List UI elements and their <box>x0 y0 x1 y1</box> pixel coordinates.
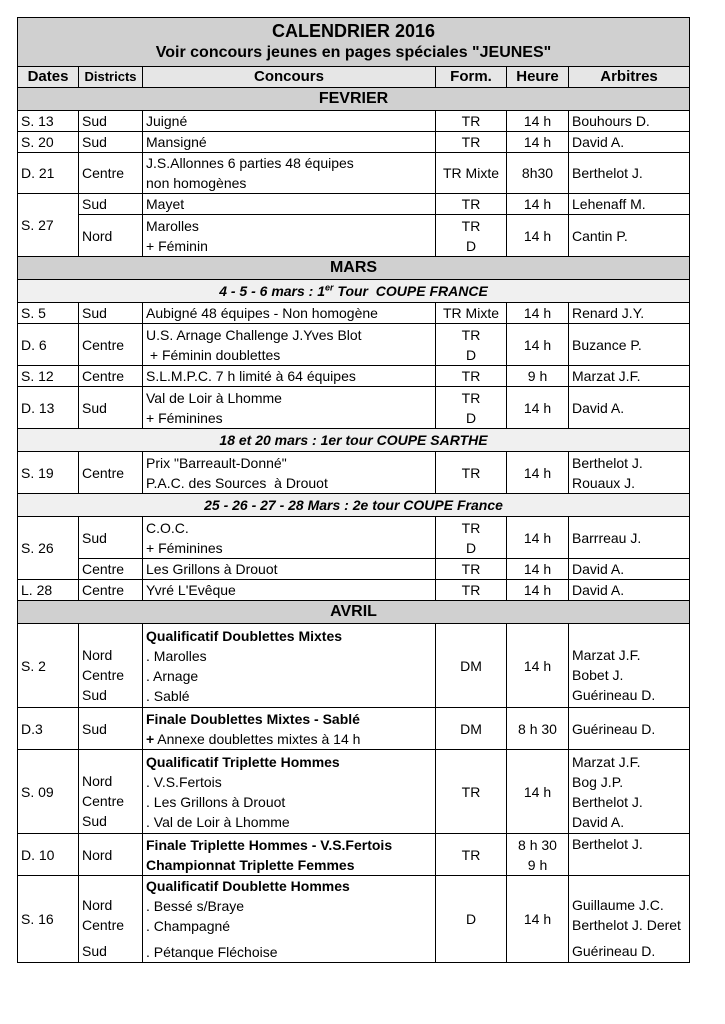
concours-cell <box>143 153 436 194</box>
table-row <box>18 452 690 494</box>
table-row <box>18 215 690 257</box>
date-cell: D. 21 <box>18 153 79 194</box>
district-cell <box>79 750 143 834</box>
district-line: Nord <box>82 897 113 913</box>
heure-cell: 8h30 <box>507 153 569 194</box>
concours-title: Finale Triplette Hommes - V.S.Fertois <box>146 836 393 853</box>
concours-cell <box>143 215 436 257</box>
plus-sign: + <box>146 730 155 747</box>
date-cell: D. 13 <box>18 387 79 429</box>
date-cell: S. 19 <box>18 452 79 494</box>
district-cell: Sud <box>79 303 143 324</box>
table-row <box>18 624 690 708</box>
date-cell: S. 13 <box>18 111 79 132</box>
event-row-coupe-france-1 <box>18 280 690 303</box>
district-cell: Centre <box>79 580 143 601</box>
arbitre-cell: Berthelot J. <box>569 153 690 194</box>
arbitre-line: Bobet J. <box>572 666 624 683</box>
arbitre-cell <box>569 876 690 963</box>
concours-cell <box>143 624 436 708</box>
event-row-coupe-france-2 <box>18 494 690 517</box>
form-cell: TR <box>436 750 507 834</box>
table-row <box>18 559 690 580</box>
month-avril: AVRIL <box>18 601 690 624</box>
concours-line: . Sablé <box>146 687 190 704</box>
heure-cell: 14 h <box>507 324 569 366</box>
form-cell <box>436 387 507 429</box>
event-coupe-france-2: 25 - 26 - 27 - 28 Mars : 2e tour COUPE France <box>18 494 690 517</box>
form-line: D <box>465 237 477 254</box>
table-row <box>18 111 690 132</box>
concours-title: Qualificatif Triplette Hommes <box>146 753 340 770</box>
arbitre-line: Berthelot J. <box>572 454 643 471</box>
heure-cell: 8 h 30 <box>507 708 569 750</box>
heure-line: 9 h <box>527 856 548 873</box>
district-cell: Centre <box>79 452 143 494</box>
header-row <box>18 67 690 88</box>
table-row <box>18 708 690 750</box>
date-cell: S. 16 <box>18 876 79 963</box>
arbitre-line: Guillaume J.C. <box>572 897 664 913</box>
event-sup: er <box>325 282 334 293</box>
table-row <box>18 153 690 194</box>
arbitre-line: Marzat J.F. <box>572 753 641 770</box>
header-form: Form. <box>436 67 507 88</box>
table-row <box>18 132 690 153</box>
form-line: D <box>465 346 477 363</box>
event-text: 4 - 5 - 6 mars : 1 <box>219 283 326 299</box>
month-row-mars <box>18 257 690 280</box>
form-line: D <box>465 539 477 556</box>
form-line: TR <box>461 519 481 536</box>
table-row <box>18 834 690 876</box>
heure-cell: 9 h <box>507 366 569 387</box>
date-cell: S. 12 <box>18 366 79 387</box>
event-coupe-france-1 <box>18 280 690 303</box>
form-cell: TR Mixte <box>436 303 507 324</box>
arbitre-cell: Marzat J.F. <box>569 366 690 387</box>
form-cell: TR <box>436 194 507 215</box>
concours-line: C.O.C. <box>146 519 189 536</box>
concours-line: Marolles <box>146 217 199 234</box>
concours-line: . Val de Loir à Lhomme <box>146 813 290 830</box>
arbitre-cell: David A. <box>569 559 690 580</box>
form-cell: TR <box>436 132 507 153</box>
heure-line: 8 h 30 <box>518 836 557 853</box>
form-cell: TR <box>436 366 507 387</box>
district-cell: Centre <box>79 153 143 194</box>
concours-text: Annexe doublettes mixtes à 14 h <box>154 730 361 747</box>
date-cell: S. 5 <box>18 303 79 324</box>
concours-cell: Yvré L'Evêque <box>143 580 436 601</box>
concours-line <box>146 729 432 749</box>
arbitre-cell: Cantin P. <box>569 215 690 257</box>
arbitre-line: Rouaux J. <box>572 474 636 491</box>
header-districts: Districts <box>79 67 143 88</box>
table-row <box>18 387 690 429</box>
date-cell: S. 27 <box>18 194 79 257</box>
concours-cell <box>143 834 436 876</box>
form-cell: TR <box>436 580 507 601</box>
heure-cell <box>507 834 569 876</box>
concours-title: Championnat Triplette Femmes <box>146 856 355 873</box>
table-row <box>18 876 690 963</box>
district-line: Centre <box>82 666 125 683</box>
calendar-title: CALENDRIER 2016 <box>271 21 436 41</box>
arbitre-line: Guérineau D. <box>572 943 656 959</box>
concours-line: Prix "Barreault-Donné" <box>146 454 287 471</box>
concours-line: non homogènes <box>146 175 247 191</box>
form-line: TR <box>461 389 481 406</box>
table-row <box>18 517 690 559</box>
form-cell <box>436 517 507 559</box>
concours-line: J.S.Allonnes 6 parties 48 équipes <box>146 155 354 171</box>
concours-title: Qualificatif Doublettes Mixtes <box>146 627 343 644</box>
concours-cell <box>143 708 436 750</box>
form-cell: TR Mixte <box>436 153 507 194</box>
arbitre-cell: Renard J.Y. <box>569 303 690 324</box>
district-cell: Sud <box>79 387 143 429</box>
district-cell <box>79 624 143 708</box>
arbitre-line: Marzat J.F. <box>572 646 641 663</box>
date-cell: S. 26 <box>18 517 79 580</box>
arbitre-cell: David A. <box>569 132 690 153</box>
concours-line: . Champagné <box>146 918 231 934</box>
title-row <box>18 18 690 67</box>
table-row <box>18 324 690 366</box>
arbitre-cell: David A. <box>569 580 690 601</box>
district-line: Sud <box>82 686 107 703</box>
arbitre-cell: Buzance P. <box>569 324 690 366</box>
calendar-table <box>17 17 690 963</box>
calendar-document <box>17 17 689 963</box>
concours-line: + Féminines <box>146 409 223 426</box>
concours-line: + Féminin doublettes <box>146 346 281 363</box>
concours-line: + Féminin <box>146 237 208 254</box>
arbitre-line: Bog J.P. <box>572 773 624 790</box>
concours-cell <box>143 324 436 366</box>
district-cell: Sud <box>79 708 143 750</box>
form-cell: TR <box>436 111 507 132</box>
concours-cell <box>143 387 436 429</box>
heure-cell: 14 h <box>507 194 569 215</box>
district-cell: Sud <box>79 132 143 153</box>
concours-cell <box>143 517 436 559</box>
concours-line: P.A.C. des Sources à Drouot <box>146 474 328 491</box>
heure-cell: 14 h <box>507 452 569 494</box>
arbitre-cell: Barrreau J. <box>569 517 690 559</box>
date-cell: S. 09 <box>18 750 79 834</box>
arbitre-line: Berthelot J. Deret <box>572 917 681 933</box>
arbitre-cell: Bouhours D. <box>569 111 690 132</box>
event-coupe-sarthe: 18 et 20 mars : 1er tour COUPE SARTHE <box>18 429 690 452</box>
concours-cell <box>143 750 436 834</box>
heure-cell: 14 h <box>507 303 569 324</box>
concours-cell <box>143 876 436 963</box>
concours-title: Finale Doublettes Mixtes - Sablé <box>146 710 360 727</box>
district-line: Centre <box>82 917 125 933</box>
concours-cell: Aubigné 48 équipes - Non homogène <box>143 303 436 324</box>
heure-cell: 14 h <box>507 580 569 601</box>
header-arbitres: Arbitres <box>569 67 690 88</box>
district-cell <box>79 876 143 963</box>
concours-line: + Féminines <box>146 539 223 556</box>
event-text: Tour COUPE FRANCE <box>333 283 488 299</box>
table-row <box>18 366 690 387</box>
district-line: Nord <box>82 772 113 789</box>
concours-cell: Les Grillons à Drouot <box>143 559 436 580</box>
arbitre-cell: David A. <box>569 387 690 429</box>
concours-cell: S.L.M.P.C. 7 h limité à 64 équipes <box>143 366 436 387</box>
month-fevrier: FEVRIER <box>18 88 690 111</box>
heure-cell: 14 h <box>507 559 569 580</box>
table-row <box>18 194 690 215</box>
date-cell: D.3 <box>18 708 79 750</box>
district-line: Sud <box>82 812 107 829</box>
header-dates: Dates <box>18 67 79 88</box>
concours-line: . Pétanque Fléchoise <box>146 944 278 960</box>
arbitre-cell: Lehenaff M. <box>569 194 690 215</box>
form-cell: TR <box>436 834 507 876</box>
month-row-avril <box>18 601 690 624</box>
form-cell <box>436 324 507 366</box>
heure-cell: 14 h <box>507 750 569 834</box>
concours-title: Qualificatif Doublette Hommes <box>146 878 350 894</box>
heure-cell: 14 h <box>507 876 569 963</box>
district-line: Sud <box>82 943 107 959</box>
date-cell: L. 28 <box>18 580 79 601</box>
district-line: Nord <box>82 646 113 663</box>
concours-line: . V.S.Fertois <box>146 773 222 790</box>
month-row-fevrier <box>18 88 690 111</box>
district-cell: Sud <box>79 517 143 559</box>
header-concours: Concours <box>143 67 436 88</box>
district-cell: Nord <box>79 215 143 257</box>
date-cell: D. 6 <box>18 324 79 366</box>
concours-cell: Mansigné <box>143 132 436 153</box>
form-cell: DM <box>436 624 507 708</box>
district-cell: Centre <box>79 366 143 387</box>
arbitre-cell: Guérineau D. <box>569 708 690 750</box>
form-line: D <box>465 409 477 426</box>
concours-line: . Arnage <box>146 667 199 684</box>
form-cell: D <box>436 876 507 963</box>
month-mars: MARS <box>18 257 690 280</box>
district-cell: Centre <box>79 559 143 580</box>
concours-line: Val de Loir à Lhomme <box>146 389 282 406</box>
concours-line: . Bessé s/Braye <box>146 898 245 914</box>
concours-cell <box>143 452 436 494</box>
heure-cell: 14 h <box>507 111 569 132</box>
concours-line: . Les Grillons à Drouot <box>146 793 286 810</box>
form-line: TR <box>461 217 481 234</box>
table-row <box>18 303 690 324</box>
calendar-subtitle: Voir concours jeunes en pages spéciales "JEUNES" <box>155 44 552 61</box>
event-row-coupe-sarthe <box>18 429 690 452</box>
table-row <box>18 580 690 601</box>
heure-cell: 14 h <box>507 132 569 153</box>
arbitre-cell: Berthelot J. <box>569 834 690 876</box>
form-cell <box>436 215 507 257</box>
heure-cell: 14 h <box>507 517 569 559</box>
arbitre-cell <box>569 750 690 834</box>
concours-line: . Marolles <box>146 647 207 664</box>
district-cell: Nord <box>79 834 143 876</box>
arbitre-line: Berthelot J. <box>572 793 643 810</box>
form-cell: DM <box>436 708 507 750</box>
arbitre-line: Guérineau D. <box>572 686 656 703</box>
form-line: TR <box>461 326 481 343</box>
heure-cell: 14 h <box>507 215 569 257</box>
header-heure: Heure <box>507 67 569 88</box>
date-cell: D. 10 <box>18 834 79 876</box>
table-row <box>18 750 690 834</box>
district-cell: Centre <box>79 324 143 366</box>
concours-cell: Mayet <box>143 194 436 215</box>
arbitre-line: David A. <box>572 813 625 830</box>
district-cell: Sud <box>79 111 143 132</box>
district-cell: Sud <box>79 194 143 215</box>
heure-cell: 14 h <box>507 387 569 429</box>
concours-cell: Juigné <box>143 111 436 132</box>
form-cell: TR <box>436 559 507 580</box>
arbitre-cell <box>569 452 690 494</box>
date-cell: S. 20 <box>18 132 79 153</box>
date-cell: S. 2 <box>18 624 79 708</box>
concours-line: U.S. Arnage Challenge J.Yves Blot <box>146 326 362 343</box>
form-cell: TR <box>436 452 507 494</box>
heure-cell: 14 h <box>507 624 569 708</box>
district-line: Centre <box>82 792 125 809</box>
arbitre-cell <box>569 624 690 708</box>
